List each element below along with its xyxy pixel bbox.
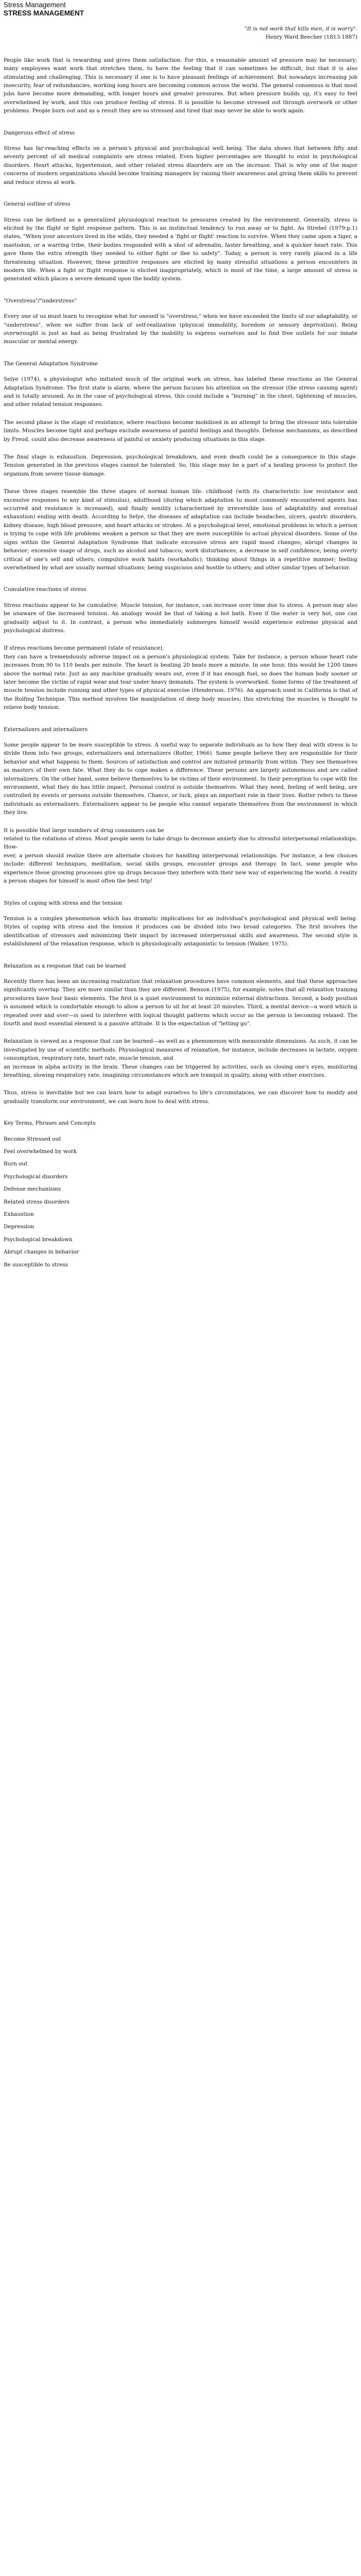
section-paragraph: It is possible that large numbers of drug consumers can be related to the rotations of stress. Most people seem to take drugs to decrease anxiety due to stressful interpersonal relationships. How- ever, a person should realize there are alternate choices for handling interpersonal relationships. For instance, a few choices include: different techniques, meditation, social skills groups, encounter groups and therapy. In fact, some people who experience these growing processes give up drugs because they interfere with their new way of experiencing the world. A reality a person shapes for himself is most often the best trip! xyxy=(4,827,357,885)
key-term-item: Psychological breakdown xyxy=(4,1236,73,1243)
section-paragraph: Thus, stress is inevitable but we can learn how to adapt ourselves to life's circumstances, we can discover how to modify and gradually transform our environment, we can learn how to deal with stress. xyxy=(4,1090,357,1105)
key-term-item: Exhaustion xyxy=(4,1211,34,1218)
section-paragraph: The second phase is the stage of resistance, where reactions become mobilized in an attempt to bring the stressor into tolerable limits. Muscles become tight and perhaps exclude awareness of painful feelings and thoughts. Defense mechanisms, as described by Freud, could also decrease awareness of painful or anxiety producing situations in this stage. xyxy=(4,419,357,443)
section-heading: Externalizers and internalizers xyxy=(4,726,88,733)
section-paragraph: Stress has far-reaching effects on a person's physical and psychological well being. The data shows that between fifty and seventy percent of all medical complaints are stress related. Even higher percentages are thought to exist in psychological disorders. Heart attacks, hypertension, and other related stress disorders are on the increase. That is why one of the major concerns of modern organizations should become training managers by raising their awareness and giving them skills to prevent and reduce stress at work. xyxy=(4,145,357,185)
section-paragraph: Stress reactions appear to be cumulative. Muscle tension, for instance, can increase over time due to stress. A person may also be unaware of the increased tension. An analogy would be that of taking a hot bath. Even if the water is very hot, one can gradually adjust to it. In contrast, a person who immediately submerges himself would experience extreme physical and psychological distress. xyxy=(4,602,357,634)
section-heading: The General Adaptation Syndrome xyxy=(4,360,98,367)
section-paragraph: Some people appear to be more susceptible to stress. A useful way to separate individuals as to how they deal with stress is to divide them into two groups, externalizers and internalizers (Rotter, 1966). Some people believe they are responsible for their behavior and what happens to them. Sources of satisfaction and control are initiated primarily from within. They see themselves as masters of their own fate. What they do to cope makes a difference. These persons are largely autonomous and are called internalizers. On the other hand, some believe themselves to be victims of their environment. In their perception to cope with the environment, what they do has little impact. Personal control is outside themselves. What they need, feeling of well being, are controlled by events or persons outside themselves. Chance, or luck, plays an important role in their lives. Rotter refers to these individuals as externalizers. Externalizers appear to be people who cannot separate themselves from the environment in which they live. xyxy=(4,742,357,816)
key-terms-title: Key Terms, Phrases and Concepts xyxy=(4,1120,96,1127)
sections-container xyxy=(4,129,357,1106)
section-heading: "Overstress"/"understress" xyxy=(4,297,77,304)
section-paragraph: Recently there has been an increasing realization that relaxation procedures have common elements, and that these approaches significantly overlap. They are more similar than they are different. Benson (1975), for example, notes that all relaxation training procedures have four basic elements. The first is a quiet environment to minimize external distractions. Second, a body position is assumed which is comfortable enough to allow a person to sit for at least 20 minutes. Third, a mental device—a word which is repeated over and over—is used to interfere with logical thought patterns which occur as the person is becoming relaxed. The fourth and most essential element is a passive attitude. It is the expectation of "letting go". xyxy=(4,978,357,1027)
key-term-item: Burn out xyxy=(4,1161,28,1167)
section-heading: Cumulative reactions of stress xyxy=(4,586,87,593)
key-terms-list xyxy=(4,1135,357,1269)
section-heading: Relaxation as a response that can be learned xyxy=(4,962,126,969)
section-heading: Dangerous effect of stress xyxy=(4,129,75,136)
key-term-item: Feel overwhelmed by work xyxy=(4,1148,77,1155)
epigraph xyxy=(4,25,357,42)
document-heading: STRESS MANAGEMENT xyxy=(4,9,84,17)
section-paragraph: If stress reactions become permanent (state of resistance), they can have a tremendously adverse impact on a person's physiological system. Take for instance, a person whose heart rate increases from 90 to 110 beats per minute. The heart is beating 20 beats more a minute. In one hour, this would be 1200 times above the normal rate. Just as any machine gradually wears out, even if it has enough fuel, so does the human body sooner or later become the victim of rapid wear and tear under heavy demands. The system is overworked. Some forms of the treatment of muscle tension include running and other types of physical exercise (Henderson, 1976). An approach used in California is that of the Rolfing Technique. This method involves the manipulation of deep body muscles; this stretching the muscles is thought to relieve body tension. xyxy=(4,645,357,711)
key-term-item: Become Stressed out xyxy=(4,1136,61,1142)
document-page xyxy=(0,1,361,1269)
key-term-item: Defense mechanisms xyxy=(4,1186,61,1193)
key-term-item: Depression xyxy=(4,1224,35,1230)
epigraph-author: Henry Ward Beecher (1813-1887) xyxy=(265,34,357,41)
section-heading: Styles of coping with stress and the tension xyxy=(4,900,123,906)
key-term-item: Abrupt changes in behavior xyxy=(4,1249,79,1256)
key-term-item: Be susceptible to stress xyxy=(4,1261,68,1268)
intro-paragraph: People like work that is rewarding and gives them satisfaction. For this, a reasonable amount of pressure may be necessary; many employees want work that stretches them, to have the feeling that it can sometimes be difficult, but that it is also stimulating and challenging. This is necessary if one is to have pleasant feelings of achievement. But nowadays increasing job insecurity, fear of redundancies, working long hours are becoming common across the world. The general consensus is that most jobs have become more demanding, with longer hours and greater pressures. But when pressure builds up, it's easy to feel overwhelmed by work, and this can produce feeling of stress. It is possible to become stressed out through overwork or other problems. People burn out and as a result they are so stressed and tired that may never be able to work again. xyxy=(4,57,357,114)
epigraph-quote: "It is not work that kills men, it is worry". xyxy=(245,26,357,32)
section-paragraph: These three stages resemble the three stages of normal human life: childhood (with its characteristic low resistance and excessive responses to any kind of stimulus), adulthood (during which adaptation to most commonly encountered agents has occurred and resistance is increased), and finally senility (characterized by irreversible loss of adaptability and eventual exhaustion) ending with death. According to Selye, the diseases of adaptation can include headaches, ulcers, gastric disorders, kidney disease, high blood pressure, and heart attacks or strokes. At a psychological level, emotional problems in which a person is trying to cope with life problems weaken a person so that they are more susceptible to actual physical disorders. Some of the signs within the General Adaptation Syndrome that indicate excessive stress are rapid mood changes; abrupt changes in behavior; excessive usage of drugs, such as alcohol and tobacco; work disturbances; a decrease in self confidence; being overly critical of one's self and others; compulsive work habits (workaholic); thinking about things in a repetitive manner; feeling overwhelmed by what are usually normal situations; being suspicious and hostile to others; and other similar types of behavior. xyxy=(4,488,357,571)
section-paragraph: Tension is a complex phenomenon which has dramatic implications for an individual's psychological and physical well being. Styles of coping with stress and the tension it produces can be divided into two broad categories. The first involves the identification of stressors and minimizing their impact by increased interpersonal skills and awareness. The second style is establishment of the relaxation response, which is physiologically antagonistic to tension (Walker, 1975). xyxy=(4,915,357,947)
section-paragraph: Stress can be defined as a generalized physiological reaction to pressures created by the environment. Generally, stress is elicited by the flight or fight response pattern. This is an instinctual tendency to run away or to fight. As Strebel (1979:p.1) states, "When your ancestors lived in the wilds, they needed a 'fight or flight' reaction to survive. When they came upon a tiger, a mastodon, or a warring tribe, their bodies responded with a shot of adrenalin, faster breathing, and a quicker heart rate. This gave them the extra strength they needed to either fight or flee to safety". Today, a person is very rarely placed in a life threatening situation. However, these primitive responses are elicited by many stressful situations a person encounters in modern life. When a fight or flight response is elicited inappropriately, which is most of the time, a large amount of stress is generated which places a severe demand upon the bodily system. xyxy=(4,216,357,282)
section-paragraph: Selye (1974), a physiologist who initiated much of the original work on stress, has labeled these reactions as the General Adaptation Syndrome. The first state is alarm, where the person focuses his attention on the stressor (the stress causing agent) and is totally aroused. As in the case of psychological stress, this could include a "burning" in the chest, tightening of muscles, and other related tension responses. xyxy=(4,376,357,408)
section-paragraph: Relaxation is viewed as a response that can be learned—as well as a phenomenon with measurable dimensions. As such, it can be investigated by use of scientific methods. Physiological measures of relaxation, for instance, include decreases in lactate, oxygen consumption, respiratory rate, heart rate, muscle tension, and an increase in alpha activity in the brain. These changes can be triggered by activities, such as closing one's eyes, monitoring breathing, slowing respiratory rate, imagining circumstances which are tranquil in quality, along with other exercises. xyxy=(4,1038,357,1078)
section-paragraph: Every one of us must learn to recognise what for oneself is "overstress," when we have exceeded the limits of our adaptability, or "understress", when we suffer from lack of self-realization (physical immobility, boredom or sensory deprivation). Being overwrought is just as bad as being frustrated by the inability to express ourselves and to find free outlets for our innate muscular or mental energy. xyxy=(4,313,357,345)
document-title: Stress Management xyxy=(4,1,66,9)
section-paragraph: The final stage is exhaustion. Depression, psychological breakdown, and even death could be a consequence in this stage. Tension generated in the previous stages cannot be tolerated. So, this stage may be a part of a healing process to protect the organism from severe tissue damage. xyxy=(4,454,357,477)
key-term-item: Related stress disorders xyxy=(4,1198,70,1205)
section-heading: General outline of stress xyxy=(4,201,71,208)
key-term-item: Psychological disorders xyxy=(4,1173,68,1180)
